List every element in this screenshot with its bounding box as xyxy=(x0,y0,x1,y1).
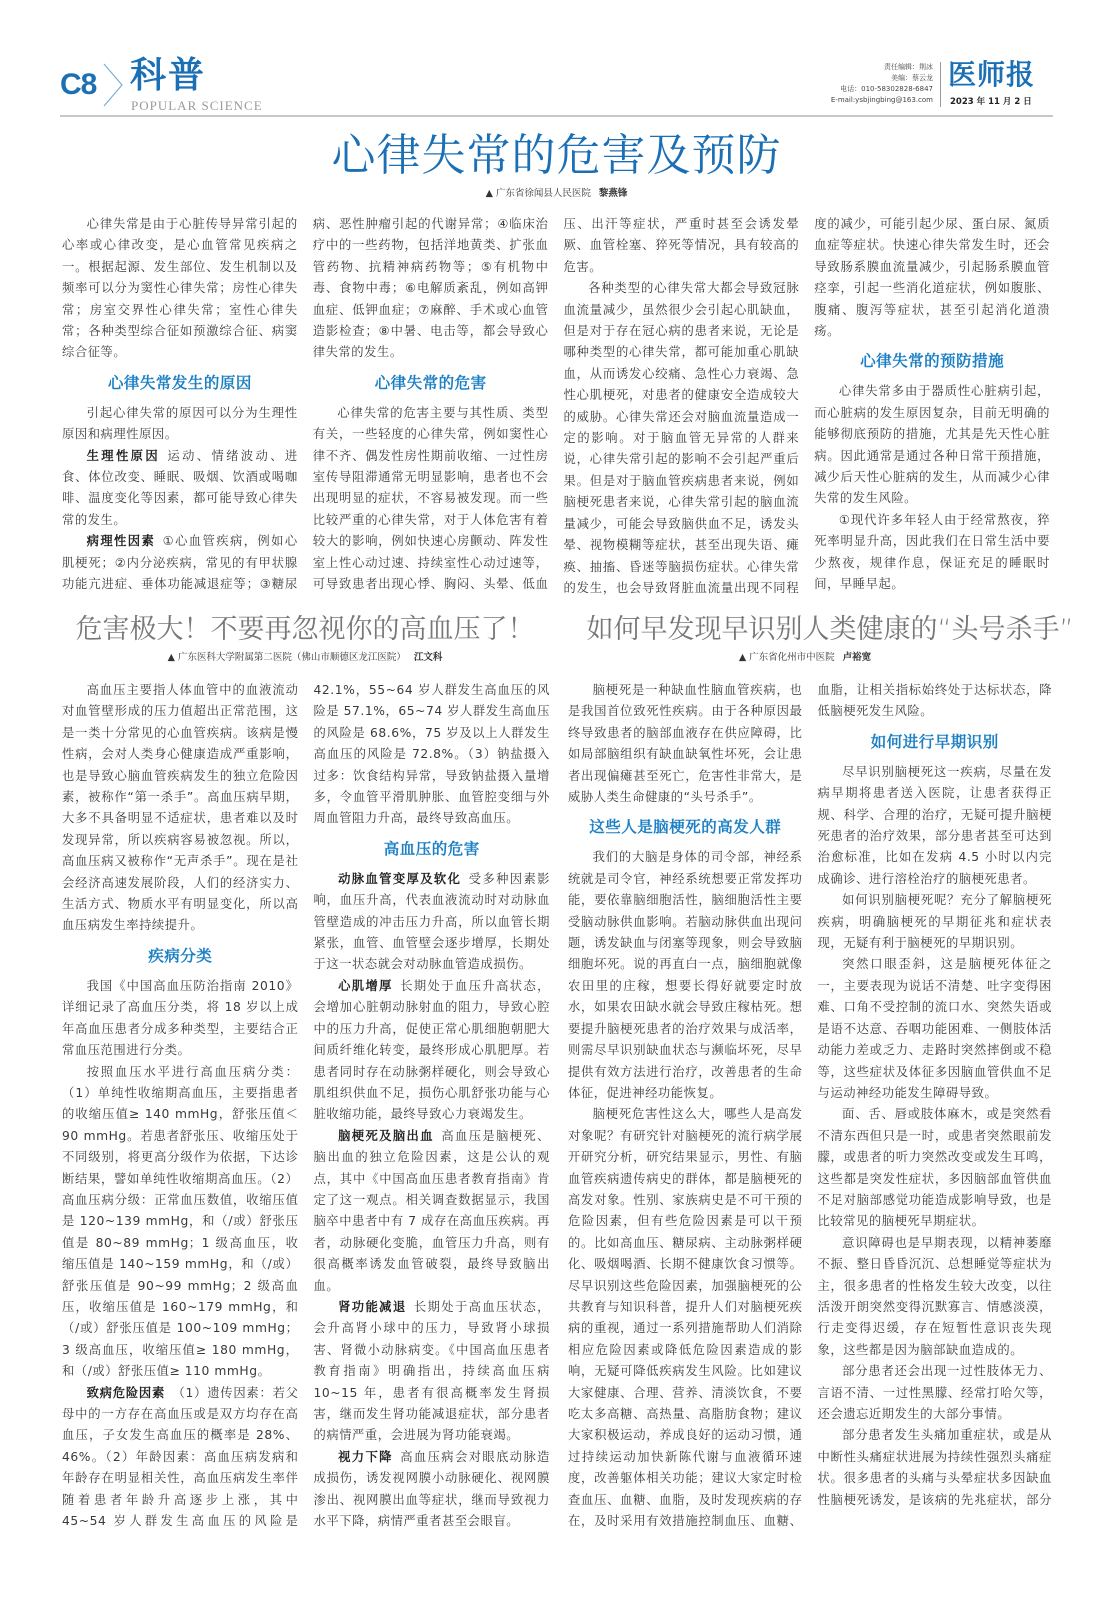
paragraph-text: 部分患者还会出现一过性肢体无力、言语不清、一过性黑朦、经常打哈欠等，还会遗忘近期发生的大部分事情。 xyxy=(817,1364,1052,1421)
paragraph-text: 脑梗死危害性这么大，哪些人是高发对象呢？有研究针对脑梗死的流行病学展开研究分析，研究结果显示，男性、有脑血管疾病遗传病史的群体，都是脑梗死的高发对象。性别、家族病史是不可干预的危险因素，但有些危险因素是可以干预的。比如高血压、糖尿病、主动脉粥样硬化、吸烟喝酒、长期不健康饮食习惯等。尽早识别这些危险因素，加强脑梗死的公共教育与知识科普，提升人们对脑梗死疾病的重视，通过一系列措施帮助人们消除相应危险因素或降低危险因素造成的影响，无疑可降低疾病发生风险。比如建议大家健康、合理、营养、清淡饮食，不要吃太多高糖、高热量、高脂肪食物；建议大家积极运动，养成良好的运动习惯，通过持续运动加快新陈代谢与血液循环速度，改善躯体相关功能；建议大家定时检查血压、血糖、血脂，及时发现疾病的存在，及时采用有效措施控制血压、血糖、血脂，让相关指标始终处于达标状态，降低脑梗死发生风险。 xyxy=(568,683,1052,1529)
paragraph-text: 运动、情绪波动、进食、体位改变、睡眠、吸烟、饮酒或喝咖啡、温度变化等因素，都可能导致心律失常的发生。 xyxy=(62,448,298,527)
byline-hypertension xyxy=(60,651,550,664)
paragraph xyxy=(314,869,551,976)
byline-author: 江文科 xyxy=(413,652,443,663)
paragraph-text: 意识障碍也是早期表现，以精神萎靡不振、整日昏昏沉沉、总想睡觉等症状为主，很多患者的性格发生较大改变，以往活泼开朗突然变得沉默寡言、情感淡漠，行走变得迟缓，存在短暂性意识丧失现象，这些都是因为脑部缺血造成的。 xyxy=(817,1235,1052,1357)
paragraph-text: 脑梗死是一种缺血性脑血管疾病，也是我国首位致死性疾病。由于各种原因最终导致患者的脑部血液存在供应障碍，比如局部脑组织有缺血缺氧性坏死，会让患者出现偏瘫甚至死亡，危害性非常大，是威胁人类生命健康的“头号杀手”。 xyxy=(568,683,803,805)
section-heading: 这些人是脑梗死的高发人群 xyxy=(589,818,782,837)
section-title: 科普 xyxy=(130,55,207,96)
section-heading: 心律失常的危害 xyxy=(374,373,487,392)
paragraph xyxy=(314,1447,551,1533)
byline-org: ▲ 广东省化州市中医院 xyxy=(738,652,835,663)
paragraph xyxy=(818,954,1053,1104)
designer: 美编：蔡云龙 xyxy=(891,74,933,82)
article-title-stroke: 如何早发现早识别人类健康的“头号杀手” xyxy=(586,614,1074,645)
paragraph xyxy=(818,762,1053,890)
paragraph-text: 如何识别脑梗死呢？充分了解脑梗死疾病，明确脑梗死的早期征兆和症状表现，无疑有利于脑梗死的早期识别。 xyxy=(817,893,1052,951)
section-heading: 疾病分类 xyxy=(148,946,213,965)
paragraph-text: 我们的大脑是身体的司令部，神经系统就是司令官，神经系统想要正常发挥功能，要依靠脑细胞活性，脑细胞活性主要受脑动脉供血影响。若脑动脉供血出现问题，诱发缺血与闭塞等现象，则会导致脑细胞坏死。说的再直白一点，脑细胞就像农田里的庄稼，想要长得好就要定时放水，如果农田缺水就会导致庄稼枯死。想要提升脑梗死患者的治疗效果与成活率，则需尽早识别缺血状态与濒临坏死，尽早提供有效方法进行治疗，改善患者的生命体征，促进神经功能恢复。 xyxy=(568,850,803,1100)
section-heading: 心律失常发生的原因 xyxy=(107,373,252,392)
paragraph-text: ①心血管疾病，例如心肌梗死；②内分泌疾病，常见的有甲状腺功能亢进症、垂体功能减退症等；③糖尿病、恶性肿瘤引起的代谢异常；④临床治疗中的一些药物，包括洋地黄类、扩张血管药物、抗精神病药物等；⑤有机物中毒、食物中毒；⑥电解质紊乱，例如高钾血症、低钾血症；⑦麻醉、手术或心血管造影检查；⑧中暑、电击等，都会导致心律失常的发生。 xyxy=(62,217,549,592)
paragraph xyxy=(62,976,299,1062)
paragraph-text: 按照血压水平进行高血压病分类：（1）单纯性收缩期高血压，主要指患者的收缩压值≥ 140 mmHg，舒张压值＜ 90 mmHg。若患者舒张压、收缩压处于不同级别，将更高分级作为依据，下达诊断结果，譬如单纯性收缩期高血压。（2）高血压病分级：正常血压数值，收缩压值是 120~139 mmHg，和（/或）舒张压值是 80~89 mmHg；1 级高血压，收缩压值是 140~159 mmHg，和（/或）舒张压值是 90~99 mmHg；2 级高血压，收缩压值是 160~179 mmHg，和（/或）舒张压值是 100~109 mmHg；3 级高血压，收缩压值≥ 180 mmHg，和（/或）舒张压值≥ 110 mmHg。 xyxy=(62,1064,299,1379)
paragraph-lead: 动脉血管变厚及软化 xyxy=(338,871,462,886)
chevron-divider-icon xyxy=(100,62,126,108)
newspaper-logo: 医师报 xyxy=(948,58,1036,91)
paragraph-lead: 脑梗死及脑出血 xyxy=(338,1128,434,1143)
paragraph xyxy=(818,1361,1053,1425)
paragraph-text: 长期处于血压升高状态，会增加心脏朝动脉射血的阻力，导致心腔中的压力升高，促使正常心肌细胞朝肥大间质纤维化转变，最终形成心肌肥厚。若患者同时存在动脉粥样硬化，则会导致心肌组织供血不足，损伤心肌舒张功能与心脏收缩功能，最终导致心力衰竭发生。 xyxy=(313,978,550,1122)
byline-stroke xyxy=(560,651,1050,664)
paragraph xyxy=(814,510,1050,596)
paragraph-text: ①现代许多年轻人由于经常熬夜，猝死率明显升高，因此我们在日常生活中要少熬夜，规律作息，保证充足的睡眠时间，早睡早起。 xyxy=(814,512,1050,592)
paragraph-lead: 致病危险因素 xyxy=(86,1385,166,1400)
byline-arrhythmia xyxy=(0,187,1113,200)
section-heading: 如何进行早期识别 xyxy=(870,732,999,751)
paragraph-text: 突然口眼歪斜，这是脑梗死体征之一，主要表现为说话不清楚、吐字变得困难、口角不受控制的流口水、突然失语或是语不达意、吞咽功能困难、一侧肢体活动能力差或乏力、走路时突然摔倒或不稳等，这些症状及体征多因脑血管供血不足与运动神经功能发生障碍导致。 xyxy=(817,957,1052,1100)
paragraph xyxy=(818,890,1053,954)
paragraph xyxy=(62,680,299,937)
paragraph-text: 面、舌、唇或肢体麻木，或是突然看不清东西但只是一时，或患者突然眼前发朦，或患者的听力突然改变或发生耳鸣，这些都是突发性症状，多因脑部血管供血不足对脑部感觉功能造成影响导致，也是比较常见的脑梗死早期症状。 xyxy=(817,1107,1052,1229)
paragraph xyxy=(62,403,298,446)
paragraph-text: 高血压是脑梗死、脑出血的独立危险因素，这是公认的观点，其中《中国高血压患者教育指南》肯定了这一观点。相关调查数据显示，我国脑卒中患者中有 7 成存在高血压疾病。再者，动脉硬化变脆，血管压力升高，则有很高概率诱发血管破裂，最终导致脑出血。 xyxy=(313,1128,550,1293)
paragraph-text: 心律失常是由于心脏传导异常引起的心率或心律改变，是心血管常见疾病之一。根据起源、发生部位、发生机制以及频率可以分为窦性心律失常；房性心律失常；房室交界性心律失常；室性心律失常；各种类型综合征如预激综合征、病窦综合征等。 xyxy=(62,217,298,360)
paragraph xyxy=(568,680,803,808)
article-title-arrhythmia: 心律失常的危害及预防 xyxy=(331,130,782,181)
paragraph-text: 尽早识别脑梗死这一疾病，尽量在发病早期将患者送入医院，让患者获得正规、科学、合理的治疗，无疑可提升脑梗死患者的治疗效果，部分患者甚至可达到治愈标准，比如在发病 4.5 小时以内完成确诊、进行溶栓治疗的脑梗死患者。 xyxy=(817,764,1052,886)
paragraph-text: 长期处于高血压状态，会升高肾小球中的压力，导致肾小球损害、肾微小动脉病变。《中国高血压患者教育指南》明确指出，持续高血压病 10~15 年，患者有很高概率发生肾损害，继而发生肾功能减退症状，部分患者的病情严重，会进展为肾功能衰竭。 xyxy=(313,1299,550,1443)
paragraph-text: 部分患者发生头痛加重症状，或是从中断性头痛症状进展为持续性强烈头痛症状。很多患者的头痛与头晕症状多因缺血性脑梗死诱发，是该病的先兆症状，部分 xyxy=(817,1428,1052,1507)
paragraph-text: 心律失常的危害主要与其性质、类型有关，一些轻度的心律失常，例如窦性心律不齐、偶发性房性期前收缩、一过性房室传导阻滞通常无明显影响，患者也不会出现明显的症状，不容易被发现。而一些比较严重的心律失常，对于人体危害有着较大的影响，例如快速心房颤动、阵发性室上性心动过速、持续室性心动过速等，可导致患者出现心悸、胸闷、头晕、低血压、出汗等症状，严重时甚至会诱发晕厥、血管栓塞、猝死等情况，具有较高的危害。 xyxy=(312,217,800,592)
paragraph xyxy=(818,1233,1053,1361)
editor-info xyxy=(831,62,933,106)
paragraph xyxy=(62,1062,299,1383)
email: E-mail:ysbjingbing@163.com xyxy=(830,96,933,104)
paragraph-text: 我国《中国高血压防治指南 2010》详细记录了高血压分类，将 18 岁以上成年高血压患者分成多种类型，主要结合正常血压范围进行分类。 xyxy=(62,978,299,1058)
editor: 责任编辑：荆冰 xyxy=(884,63,933,71)
issue-date: 2023 年 11 月 2 日 xyxy=(950,97,1032,107)
byline-org: ▲ 广东省徐闻县人民医院 xyxy=(485,188,591,199)
paragraph-text: 心律失常多由于器质性心脏病引起，而心脏病的发生原因复杂，目前无明确的能够彻底预防的措施，尤其是先天性心脏病。因此通常是通过各种日常干预措施，减少后天性心脏病的发生，从而减少心律失常的发生风险。 xyxy=(814,384,1050,506)
paragraph xyxy=(568,847,803,1104)
paragraph xyxy=(314,976,551,1126)
paragraph-text: 高血压病会对眼底动脉造成损伤，诱发视网膜小动脉硬化、视网膜渗出、视网膜出血等症状，继而导致视力水平下降，病情严重者甚至会眼盲。 xyxy=(313,1449,550,1529)
paragraph-lead: 生理性原因 xyxy=(86,448,161,463)
article-body-hypertension xyxy=(62,680,550,1540)
section-title-en: POPULAR SCIENCE xyxy=(131,98,263,113)
paragraph-text: 引起心律失常的原因可以分为生理性原因和病理性原因。 xyxy=(62,405,298,442)
article-title-hypertension: 危害极大！不要再忽视你的高血压了！ xyxy=(75,614,535,645)
byline-org: ▲ 广东医科大学附属第二医院（佛山市顺德区龙江医院） xyxy=(167,652,406,663)
header-divider xyxy=(940,62,941,107)
paragraph-text: 各种类型的心律失常大都会导致冠脉血流量减少，虽然很少会引起心肌缺血，但是对于存在冠心病的患者来说，无论是哪种类型的心律失常，都可能加重心肌缺血，从而诱发心绞痛、急性心力衰竭、急性心肌梗死，对患者的健康安全造成较大的威胁。心律失常还会对脑血流量造成一定的影响。对于脑血管无异常的人群来说，心律失常引起的影响不会引起严重后果。但是对于脑血管疾病患者来说，例如脑梗死患者来说，心律失常引起的脑血流量减少，可能会导致脑供血不足，诱发头晕、视物模糊等症状，甚至出现失语、瘫痪、抽搐、昏迷等脑损伤症状。心律失常的发生，也会导致肾脏血流量出现不同程度的减少，可能引起少尿、蛋白尿、氮质血症等症状。快速心律失常发生时，还会导致肠系膜血流量减少，引起肠系膜血管痉挛，引起一些消化道症状，例如腹胀、腹痛、腹泻等症状，甚至引起消化道溃疡。 xyxy=(563,217,1050,595)
paragraph xyxy=(818,1104,1053,1232)
paragraph-lead: 病理性因素 xyxy=(86,534,156,549)
paragraph-text: 高血压主要指人体血管中的血液流动对血管壁形成的压力值超出正常范围，这是一类十分常见的心血管疾病。该病是慢性病，会对人类身心健康造成严重影响，也是导致心脑血管疾病发生的独立危险因素，被称作“第一杀手”。高血压病早期，大多不具备明显不适症状，患者难以及时发现异常，所以疾病容易被忽视。所以，高血压病又被称作“无声杀手”。现在是社会经济高速发展阶段，人们的经济实力、生活方式、物质水平有明显变化，所以高血压病发生率持续提升。 xyxy=(62,683,299,933)
paragraph xyxy=(814,381,1050,509)
paragraph-lead: 肾功能减退 xyxy=(338,1299,407,1314)
paragraph-text: 受多种因素影响，血压升高，代表血液流动时对动脉血管壁造成的冲击压力升高，所以血管长期紧张，血管、血管壁会逐步增厚，长期处于这一状态就会对动脉血管造成损伤。 xyxy=(313,871,550,972)
page-number: C8 xyxy=(60,68,97,101)
article-body-stroke xyxy=(568,680,1052,1540)
paragraph xyxy=(314,1126,551,1297)
paragraph-lead: 视力下降 xyxy=(338,1449,393,1464)
section-heading: 心律失常的预防措施 xyxy=(860,352,1005,371)
paragraph-lead: 心肌增厚 xyxy=(338,978,393,993)
paragraph xyxy=(62,214,298,364)
header-rule xyxy=(60,115,1053,117)
byline-author: 黎燕锋 xyxy=(598,188,628,199)
section-heading: 高血压的危害 xyxy=(383,839,480,858)
byline-author: 卢裕宽 xyxy=(842,652,872,663)
paragraph-text: （1）遗传因素：若父母中的一方存在高血压或是双方均存在高血压，子女发生高血压的概率是 28%、46%。（2）年龄因素：高血压病发病和年龄存在明显相关性，高血压病发生率伴随着患者年龄升高逐步上涨，其中 45~54 岁人群发生高血压的风险是 42.1%，55~64 岁人群发生高血压的风险是 57.1%，65~74 岁人群发生高血压的风险是 68.6%，75 岁及以上人群发生高血压的风险是 72.8%。（3）钠盐摄入过多：饮食结构异常，导致钠盐摄入量增多，令血管平滑肌肿胀、血管腔变细与外周血管阻力升高，最终导致高血压。 xyxy=(62,683,550,1529)
paragraph xyxy=(314,1297,551,1447)
article-body-arrhythmia xyxy=(62,214,1050,604)
paragraph xyxy=(62,446,298,532)
phone: 电话：010-58302828-6847 xyxy=(840,85,933,93)
